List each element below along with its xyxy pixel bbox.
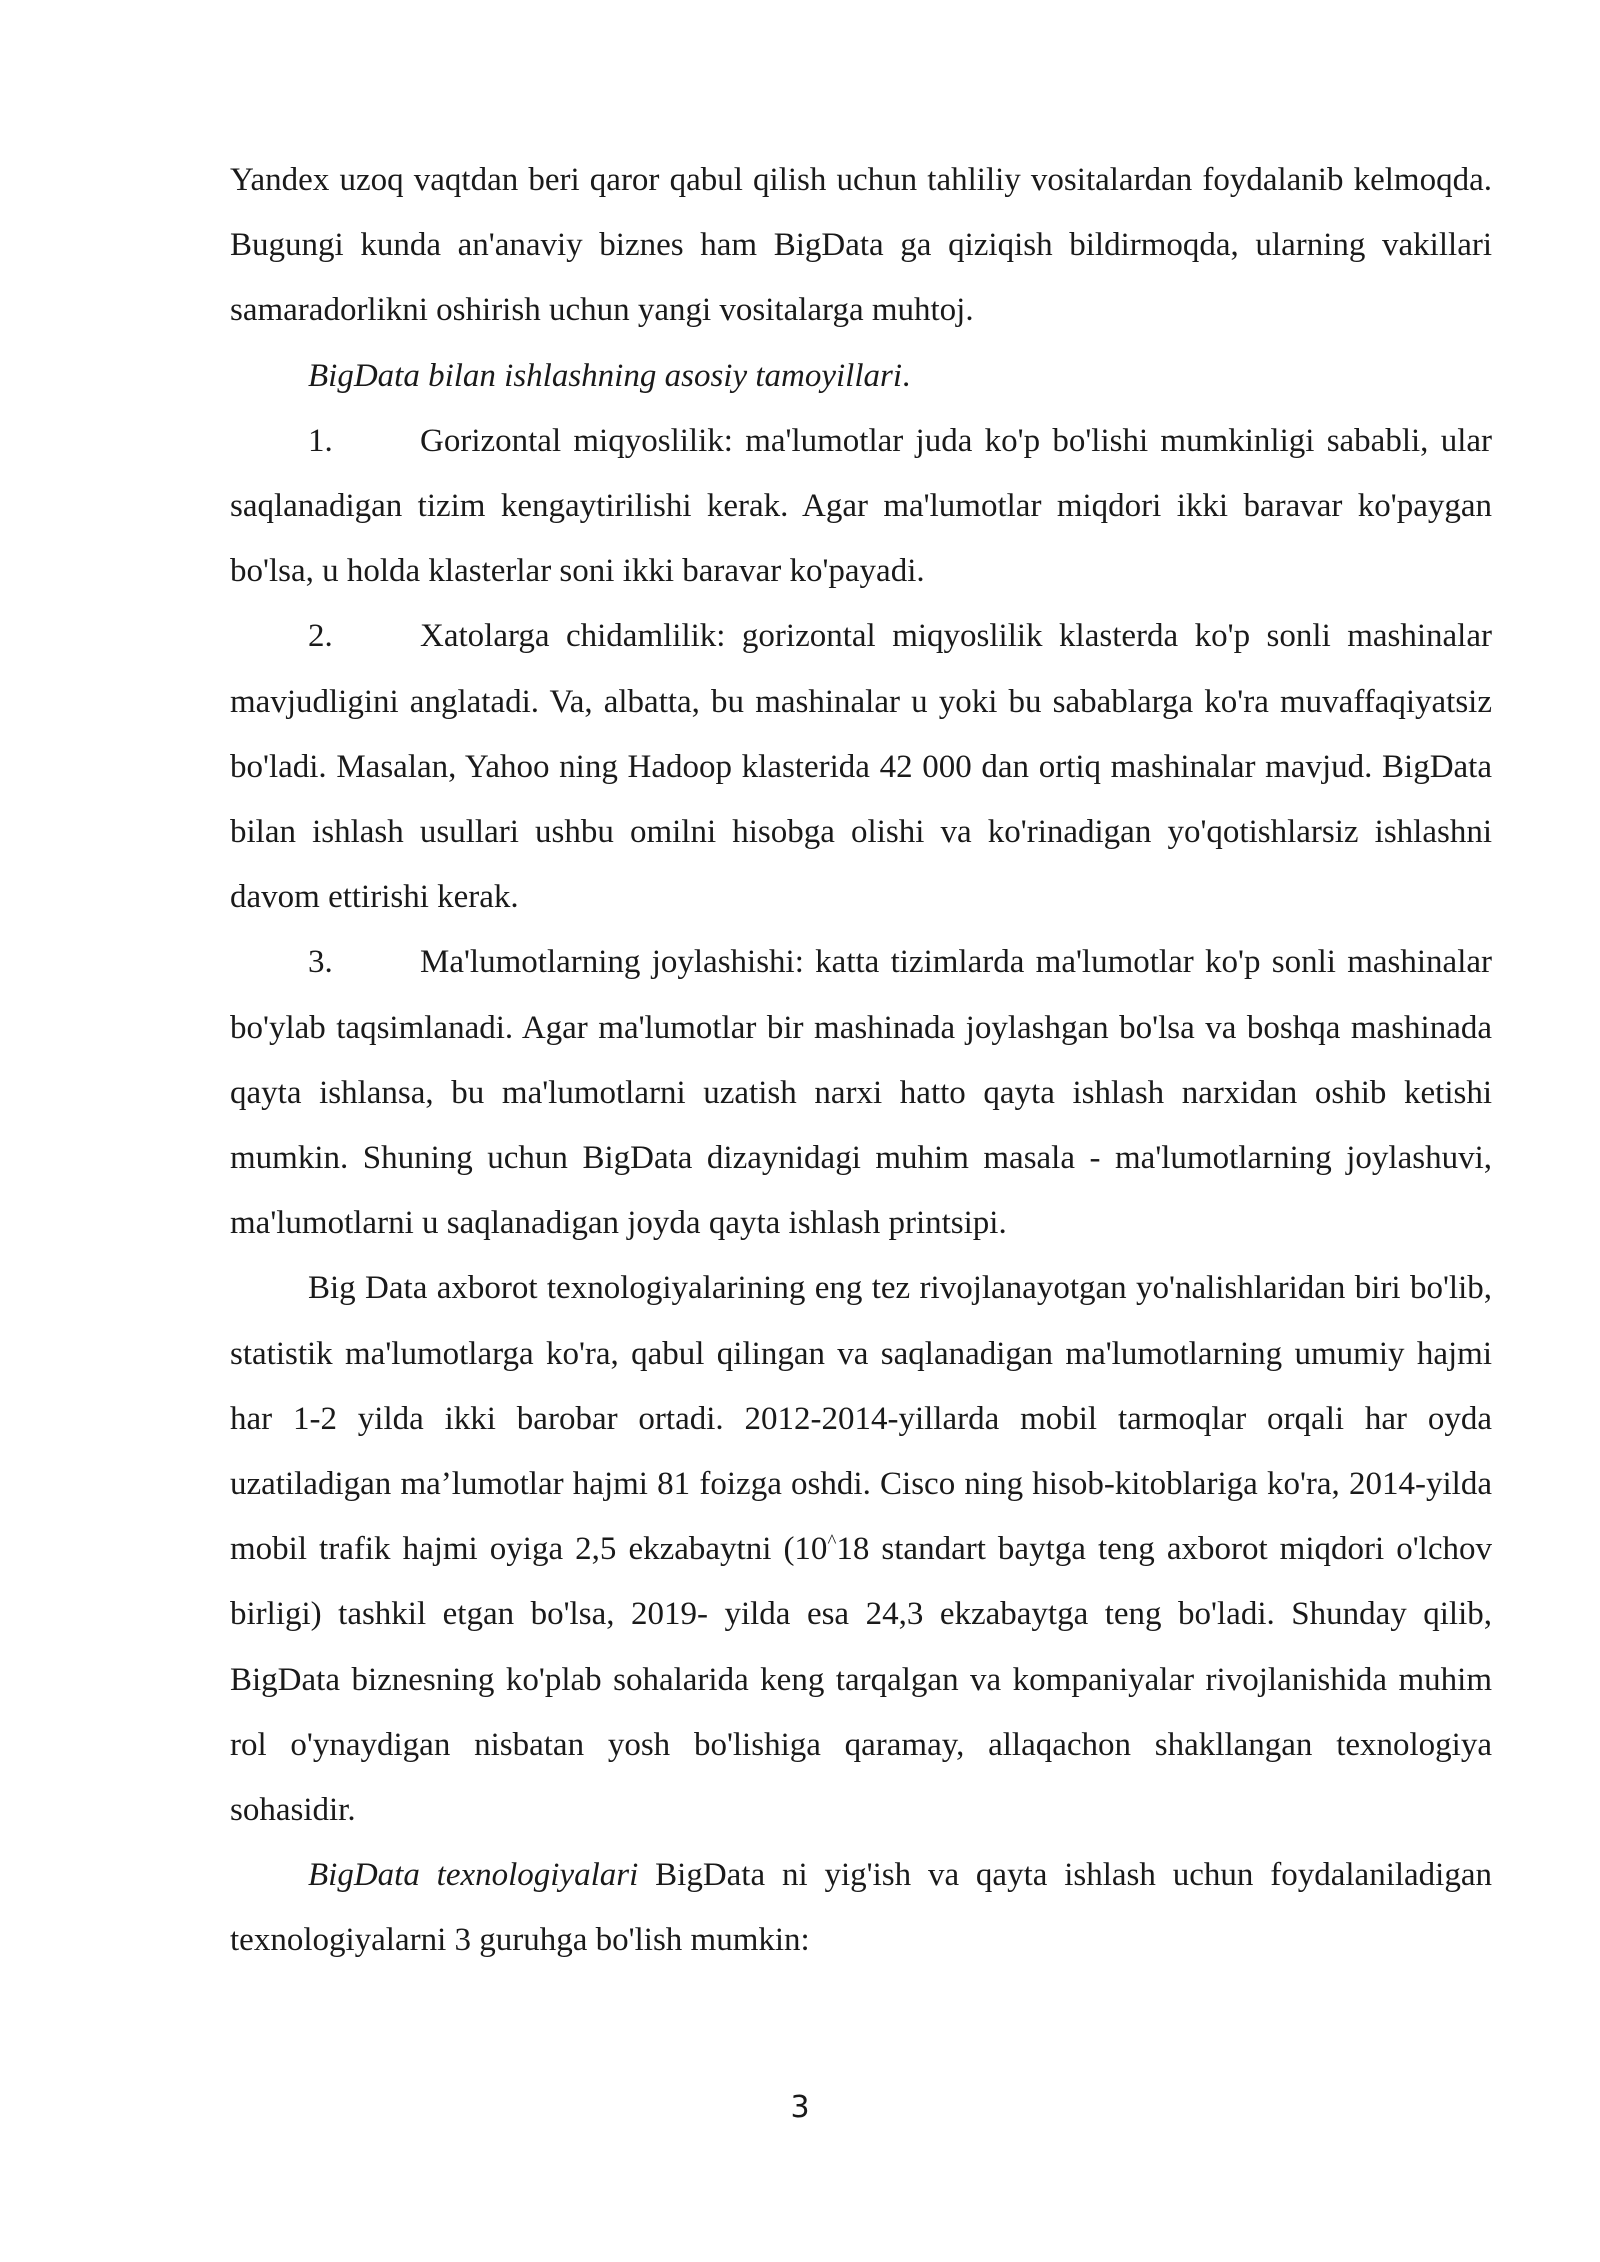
- bigdata-text-part2: 18 standart baytga teng axborot miqdori o'lchov birligi) tashkil etgan bo'lsa, 2019- yilda esa 24,3 ekzabaytga teng bo'ladi. Shunday qilib, BigData biznesning ko'plab sohalarida keng tarqalgan va kompaniyalar rivojlanishida muhim rol o'ynaydigan nisbatan yosh bo'lishiga qaramay, allaqachon shakllangan texnologiya sohasidir.: [230, 1531, 1492, 1829]
- technologies-paragraph: [230, 1843, 1492, 1973]
- list-item-1: [230, 409, 1492, 605]
- body-text: [230, 148, 1492, 1974]
- technologies-term: BigData texnologiyalari: [308, 1857, 639, 1894]
- list-item-3-number: 3.: [308, 944, 333, 981]
- technologies-text: BigData ni yig'ish va qayta ishlash uchun foydalaniladigan texnologiyalarni 3 guruhga bo'lish mumkin:: [230, 1857, 1492, 1959]
- exponent-caret: ^: [827, 1531, 837, 1553]
- principles-heading-period: .: [902, 357, 911, 394]
- list-item-2-number: 2.: [308, 618, 333, 655]
- list-item-2-text: Xatolarga chidamlilik: gorizontal miqyoslilik klasterda ko'p sonli mashinalar mavjudligini anglatadi. Va, albatta, bu mashinalar u yoki bu sabablarga ko'ra muvaffaqiyatsiz bo'ladi. Masalan, Yahoo ning Hadoop klasterida 42 000 dan ortiq mashinalar mavjud. BigData bilan ishlash usullari ushbu omilni hisobga olishi va ko'rinadigan yo'qotishlarsiz ishlashni davom ettirishi kerak.: [230, 618, 1492, 916]
- list-item-3: [230, 930, 1492, 1256]
- list-item-1-text: Gorizontal miqyoslilik: ma'lumotlar juda ko'p bo'lishi mumkinligi sababli, ular saqlanadigan tizim kengaytirilishi kerak. Agar ma'lumotlar miqdori ikki baravar ko'paygan bo'lsa, u holda klasterlar soni ikki baravar ko'payadi.: [230, 422, 1492, 590]
- list-item-3-text: Ma'lumotlarning joylashishi: katta tizimlarda ma'lumotlar ko'p sonli mashinalar bo'ylab taqsimlanadi. Agar ma'lumotlar bir mashinada joylashgan bo'lsa va boshqa mashinada qayta ishlansa, bu ma'lumotlarni uzatish narxi hatto qayta ishlash narxidan oshib ketishi mumkin. Shuning uchun BigData dizaynidagi muhim masala - ma'lumotlarning joylashuvi, ma'lumotlarni u saqlanadigan joyda qayta ishlash printsipi.: [230, 944, 1492, 1242]
- list-item-2: [230, 604, 1492, 930]
- intro-paragraph: Yandex uzoq vaqtdan beri qaror qabul qilish uchun tahliliy vositalardan foydalanib kelmoqda. Bugungi kunda an'anaviy biznes ham BigData ga qiziqish bildirmoqda, ularning vakillari samaradorlikni oshirish uchun yangi vositalarga muhtoj.: [230, 162, 1492, 329]
- list-item-1-number: 1.: [308, 422, 333, 459]
- principles-heading: [230, 344, 1492, 409]
- bigdata-text-part1: Big Data axborot texnologiyalarining eng tez rivojlanayotgan yo'nalishlaridan biri bo'lib, statistik ma'lumotlarga ko'ra, qabul qilingan va saqlanadigan ma'lumotlarning umumiy hajmi har 1-2 yilda ikki barobar ortadi. 2012-2014-yillarda mobil tarmoqlar orqali har oyda uzatiladigan ma’lumotlar hajmi 81 foizga oshdi. Cisco ning hisob-kitoblariga ko'ra, 2014-yilda mobil trafik hajmi oyiga 2,5 ekzabaytni (10: [230, 1270, 1492, 1568]
- page-number: 3: [790, 2090, 810, 2125]
- bigdata-paragraph: [230, 1256, 1492, 1843]
- principles-heading-text: BigData bilan ishlashning asosiy tamoyillari: [308, 357, 903, 394]
